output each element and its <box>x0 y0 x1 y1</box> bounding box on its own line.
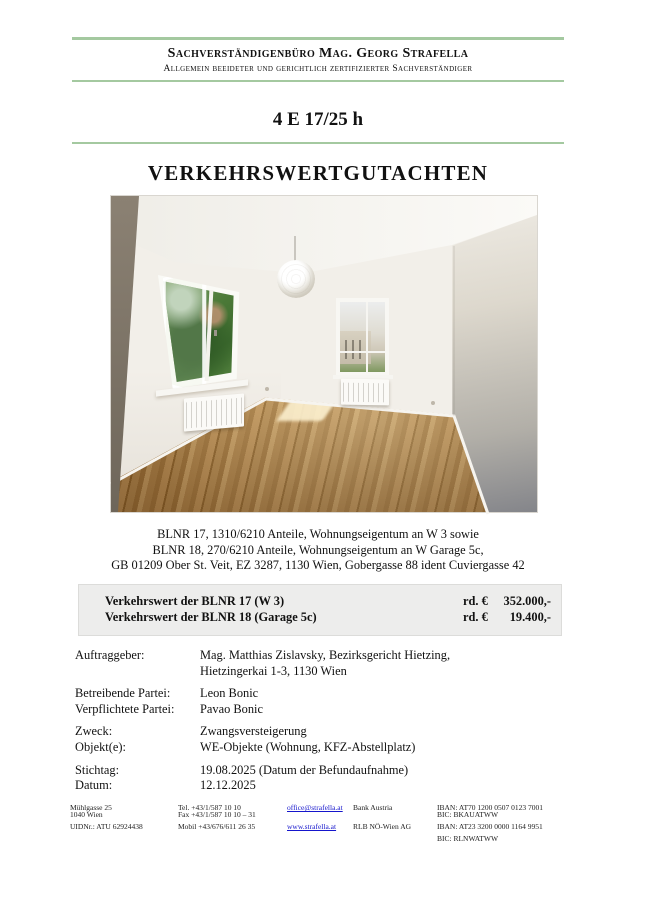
back-window-mullion <box>366 302 368 372</box>
property-description <box>0 527 636 574</box>
valuation-amount <box>463 593 551 609</box>
building-windows <box>345 340 367 360</box>
detail-value: Pavao Bonic <box>200 701 263 716</box>
detail-label: Zweck: <box>75 724 113 739</box>
office-name: Sachverständigenbüro Mag. Georg Strafella <box>167 46 469 61</box>
detail-value: 12.12.2025 <box>200 778 256 793</box>
website-link[interactable]: www.strafella.at <box>287 822 337 831</box>
detail-row <box>75 763 565 779</box>
window-handle <box>214 330 217 336</box>
detail-value: Leon Bonic <box>200 686 259 701</box>
wall-socket <box>265 387 269 391</box>
detail-value: Zwangsversteigerung <box>200 724 307 739</box>
radiator-fins <box>186 398 242 429</box>
footer-address-column <box>70 803 143 833</box>
detail-value: Mag. Matthias Zislavsky, Bezirksgericht Hietzing, <box>200 648 451 662</box>
property-line: BLNR 17, 1310/6210 Anteile, Wohnungseigentum an W 3 sowie <box>157 527 479 541</box>
property-line: BLNR 18, 270/6210 Anteile, Wohnungseigentum an W Garage 5c, <box>152 542 484 557</box>
footer-iban-column <box>437 803 544 845</box>
detail-label: Datum: <box>75 778 113 793</box>
detail-label <box>75 664 200 680</box>
room-photo <box>110 195 538 513</box>
footer-uid: UIDNr.: ATU 62924438 <box>70 822 143 831</box>
footer-bic2: BIC: RLNWATWW <box>437 834 499 843</box>
detail-label: Auftraggeber: <box>75 648 145 662</box>
currency-prefix: rd. € <box>463 610 488 624</box>
detail-value: Hietzingerkai 1-3, 1130 Wien <box>200 663 347 678</box>
clipped-line: Bank Austria <box>353 803 393 812</box>
clipped-line: Tel. +43/1/587 10 10 <box>178 803 241 812</box>
valuation-amount <box>463 609 551 625</box>
footer-bic1: BIC: BKAUATWW <box>437 810 499 819</box>
valuation-label: Verkehrswert der BLNR 18 (Garage 5c) <box>105 610 317 624</box>
detail-row <box>75 740 565 756</box>
valuation-box <box>78 584 562 636</box>
back-radiator <box>341 379 389 406</box>
top-rule <box>72 37 564 40</box>
page-footer <box>70 803 570 863</box>
footer-bank-column <box>353 803 412 833</box>
back-window <box>336 298 389 376</box>
footer-phone-column <box>178 803 256 833</box>
detail-row <box>75 702 565 718</box>
detail-label: Verpflichtete Partei: <box>75 701 175 716</box>
clipped-line: Mühlgasse 25 <box>70 803 112 812</box>
radiator-fins <box>343 383 387 403</box>
amount-value: 352.000,- <box>503 594 551 608</box>
footer-fax: Fax +43/1/587 10 10 – 31 <box>178 810 256 819</box>
detail-row <box>75 664 565 680</box>
detail-value: WE-Objekte (Wohnung, KFZ-Abstellplatz) <box>200 739 416 754</box>
detail-label: Betreibende Partei: <box>75 686 171 701</box>
case-details <box>75 648 565 794</box>
footer-mobile: Mobil +43/676/611 26 35 <box>178 822 256 831</box>
footer-city: 1040 Wien <box>70 810 103 819</box>
detail-label: Stichtag: <box>75 762 120 777</box>
detail-value: 19.08.2025 (Datum der Befundaufnahme) <box>200 762 409 777</box>
valuation-row <box>105 593 551 609</box>
currency-prefix: rd. € <box>463 594 488 608</box>
clipped-line: IBAN: AT70 1200 0507 0123 7001 <box>437 803 544 812</box>
amount-value: 19.400,- <box>509 610 551 624</box>
lamp-cord <box>294 236 296 262</box>
detail-row <box>75 686 565 702</box>
detail-row <box>75 648 565 664</box>
detail-row <box>75 724 565 740</box>
valuation-label: Verkehrswert der BLNR 17 (W 3) <box>105 594 285 608</box>
detail-row <box>75 778 565 794</box>
footer-web-column <box>287 803 343 833</box>
paper-lantern-lamp <box>277 260 315 298</box>
footer-iban2: IBAN: AT23 3200 0000 1164 9951 <box>437 822 543 831</box>
case-number: 4 E 17/25 h <box>272 109 364 130</box>
email-link-clipped[interactable]: office@strafella.at <box>287 803 343 812</box>
office-subtitle: Allgemein beeideter und gerichtlich zertifizierter Sachverständiger <box>163 64 473 74</box>
footer-bank-name: RLB NÖ-Wien AG <box>353 822 412 831</box>
case-rule <box>72 142 564 144</box>
property-line: GB 01209 Ober St. Veit, EZ 3287, 1130 Wien, Gobergasse 88 ident Cuviergasse 42 <box>111 558 525 572</box>
wall-socket <box>431 401 435 405</box>
header-rule <box>72 80 564 82</box>
valuation-row <box>105 609 551 625</box>
page-title: VERKEHRSWERTGUTACHTEN <box>147 161 489 185</box>
back-window-crossbar <box>340 351 385 353</box>
left-radiator <box>184 393 244 431</box>
detail-label: Objekt(e): <box>75 739 126 754</box>
